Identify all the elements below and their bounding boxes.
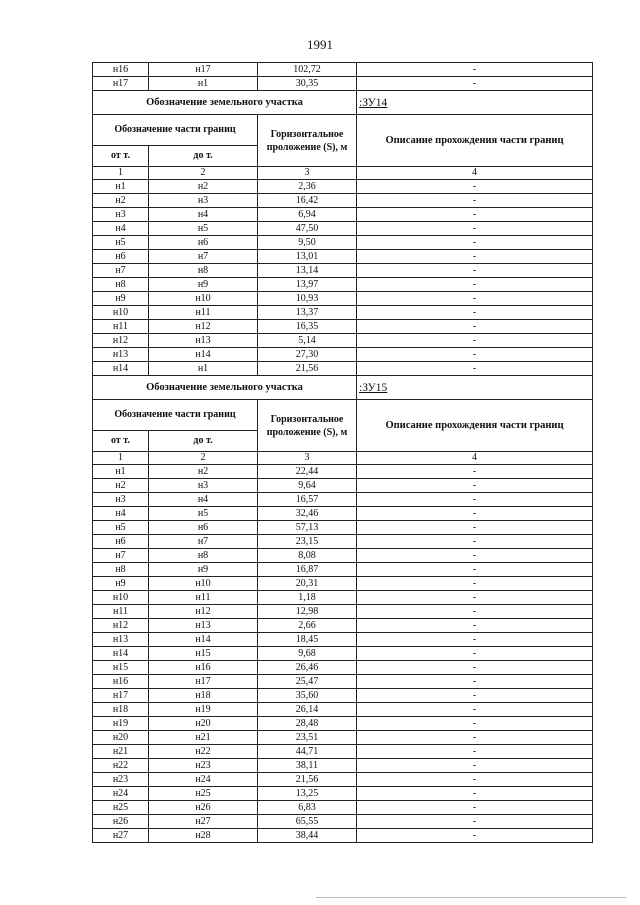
table-row (93, 773, 593, 787)
header-to-point: до т. (149, 146, 258, 167)
section-title-row (93, 376, 593, 400)
distance-cell: 65,55 (258, 815, 357, 829)
description-cell: - (357, 278, 593, 292)
point-from-cell: н12 (93, 619, 149, 633)
point-to-cell: н19 (149, 703, 258, 717)
point-from-cell: н24 (93, 787, 149, 801)
description-cell: - (357, 320, 593, 334)
point-to-cell: н4 (149, 208, 258, 222)
point-to-cell: н15 (149, 647, 258, 661)
column-index-row (93, 167, 593, 180)
point-to-cell: н26 (149, 801, 258, 815)
point-from-cell: н1 (93, 465, 149, 479)
distance-cell: 26,14 (258, 703, 357, 717)
point-to-cell: н12 (149, 605, 258, 619)
distance-cell: 35,60 (258, 689, 357, 703)
description-cell: - (357, 264, 593, 278)
table-row (93, 675, 593, 689)
point-to-cell: н1 (149, 77, 258, 91)
table-row (93, 320, 593, 334)
point-from-cell: н13 (93, 348, 149, 362)
point-to-cell: н27 (149, 815, 258, 829)
point-to-cell: н9 (149, 278, 258, 292)
point-to-cell: н3 (149, 194, 258, 208)
description-cell: - (357, 717, 593, 731)
point-from-cell: н4 (93, 507, 149, 521)
description-cell: - (357, 731, 593, 745)
column-index-cell: 2 (149, 167, 258, 180)
column-index-row (93, 452, 593, 465)
column-index-cell: 4 (357, 167, 593, 180)
table-row (93, 717, 593, 731)
point-to-cell: н17 (149, 675, 258, 689)
description-cell: - (357, 465, 593, 479)
point-to-cell: н14 (149, 633, 258, 647)
header-boundary-part: Обозначение части границ (93, 400, 258, 431)
section-title: Обозначение земельного участка (93, 376, 357, 400)
description-cell: - (357, 236, 593, 250)
header-boundary-part: Обозначение части границ (93, 115, 258, 146)
table-row (93, 264, 593, 278)
distance-cell: 20,31 (258, 577, 357, 591)
point-from-cell: н26 (93, 815, 149, 829)
description-cell: - (357, 801, 593, 815)
distance-cell: 23,51 (258, 731, 357, 745)
point-from-cell: н11 (93, 320, 149, 334)
table-row (93, 815, 593, 829)
distance-cell: 57,13 (258, 521, 357, 535)
table-row (93, 647, 593, 661)
point-from-cell: н12 (93, 334, 149, 348)
distance-cell: 102,72 (258, 63, 357, 77)
description-cell: - (357, 63, 593, 77)
point-to-cell: н20 (149, 717, 258, 731)
table-row (93, 689, 593, 703)
table-row (93, 493, 593, 507)
boundary-table-body (93, 63, 593, 843)
description-cell: - (357, 507, 593, 521)
point-from-cell: н4 (93, 222, 149, 236)
point-from-cell: н10 (93, 591, 149, 605)
table-row (93, 334, 593, 348)
point-from-cell: н20 (93, 731, 149, 745)
distance-cell: 9,68 (258, 647, 357, 661)
point-to-cell: н10 (149, 292, 258, 306)
distance-cell: 6,94 (258, 208, 357, 222)
point-from-cell: н11 (93, 605, 149, 619)
table-row (93, 563, 593, 577)
description-cell: - (357, 745, 593, 759)
table-row (93, 759, 593, 773)
description-cell: - (357, 829, 593, 843)
point-to-cell: н2 (149, 465, 258, 479)
point-from-cell: н17 (93, 689, 149, 703)
point-from-cell: н17 (93, 77, 149, 91)
point-to-cell: н13 (149, 619, 258, 633)
table-row (93, 787, 593, 801)
distance-cell: 44,71 (258, 745, 357, 759)
point-to-cell: н13 (149, 334, 258, 348)
table-row (93, 829, 593, 843)
distance-cell: 16,57 (258, 493, 357, 507)
section-title-row (93, 91, 593, 115)
distance-cell: 25,47 (258, 675, 357, 689)
header-description: Описание прохождения части границ (357, 400, 593, 452)
distance-cell: 6,83 (258, 801, 357, 815)
distance-cell: 16,87 (258, 563, 357, 577)
point-to-cell: н8 (149, 549, 258, 563)
point-to-cell: н25 (149, 787, 258, 801)
description-cell: - (357, 703, 593, 717)
table-row (93, 549, 593, 563)
description-cell: - (357, 815, 593, 829)
column-index-cell: 3 (258, 452, 357, 465)
point-to-cell: н21 (149, 731, 258, 745)
point-from-cell: н9 (93, 292, 149, 306)
column-index-cell: 1 (93, 167, 149, 180)
distance-cell: 8,08 (258, 549, 357, 563)
distance-cell: 9,64 (258, 479, 357, 493)
point-to-cell: н16 (149, 661, 258, 675)
distance-cell: 9,50 (258, 236, 357, 250)
table-row (93, 465, 593, 479)
point-from-cell: н14 (93, 362, 149, 376)
description-cell: - (357, 549, 593, 563)
distance-cell: 27,30 (258, 348, 357, 362)
section-header-row (93, 400, 593, 431)
point-from-cell: н2 (93, 479, 149, 493)
header-to-point: до т. (149, 431, 258, 452)
point-to-cell: н18 (149, 689, 258, 703)
point-to-cell: н5 (149, 222, 258, 236)
table-row (93, 306, 593, 320)
description-cell: - (357, 759, 593, 773)
distance-cell: 13,37 (258, 306, 357, 320)
point-from-cell: н6 (93, 535, 149, 549)
header-horizontal-distance: Горизонтальное проложение (S), м (258, 400, 357, 452)
header-from-point: от т. (93, 146, 149, 167)
table-row (93, 521, 593, 535)
description-cell: - (357, 787, 593, 801)
point-to-cell: н10 (149, 577, 258, 591)
point-from-cell: н13 (93, 633, 149, 647)
description-cell: - (357, 605, 593, 619)
point-to-cell: н14 (149, 348, 258, 362)
description-cell: - (357, 577, 593, 591)
point-to-cell: н9 (149, 563, 258, 577)
table-row (93, 180, 593, 194)
distance-cell: 2,36 (258, 180, 357, 194)
point-from-cell: н16 (93, 675, 149, 689)
point-from-cell: н9 (93, 577, 149, 591)
table-row (93, 703, 593, 717)
point-from-cell: н21 (93, 745, 149, 759)
distance-cell: 16,42 (258, 194, 357, 208)
point-from-cell: н16 (93, 63, 149, 77)
description-cell: - (357, 250, 593, 264)
table-row (93, 535, 593, 549)
table-row (93, 507, 593, 521)
description-cell: - (357, 619, 593, 633)
description-cell: - (357, 773, 593, 787)
description-cell: - (357, 521, 593, 535)
description-cell: - (357, 535, 593, 549)
description-cell: - (357, 334, 593, 348)
section-header-row (93, 115, 593, 146)
table-row (93, 348, 593, 362)
parcel-code: :ЗУ14 (357, 91, 593, 115)
point-from-cell: н8 (93, 278, 149, 292)
point-to-cell: н7 (149, 535, 258, 549)
point-to-cell: н5 (149, 507, 258, 521)
point-to-cell: н2 (149, 180, 258, 194)
distance-cell: 13,01 (258, 250, 357, 264)
header-horizontal-distance: Горизонтальное проложение (S), м (258, 115, 357, 167)
point-from-cell: н10 (93, 306, 149, 320)
point-from-cell: н7 (93, 549, 149, 563)
distance-cell: 26,46 (258, 661, 357, 675)
point-to-cell: н4 (149, 493, 258, 507)
table-row (93, 801, 593, 815)
description-cell: - (357, 563, 593, 577)
point-from-cell: н2 (93, 194, 149, 208)
description-cell: - (357, 292, 593, 306)
table-row (93, 208, 593, 222)
point-from-cell: н27 (93, 829, 149, 843)
distance-cell: 47,50 (258, 222, 357, 236)
point-to-cell: н7 (149, 250, 258, 264)
description-cell: - (357, 77, 593, 91)
point-from-cell: н25 (93, 801, 149, 815)
table-row (93, 77, 593, 91)
point-to-cell: н6 (149, 236, 258, 250)
distance-cell: 22,44 (258, 465, 357, 479)
distance-cell: 21,56 (258, 362, 357, 376)
distance-cell: 38,11 (258, 759, 357, 773)
distance-cell: 2,66 (258, 619, 357, 633)
description-cell: - (357, 479, 593, 493)
table-row (93, 63, 593, 77)
point-to-cell: н23 (149, 759, 258, 773)
point-to-cell: н11 (149, 591, 258, 605)
point-from-cell: н15 (93, 661, 149, 675)
point-to-cell: н1 (149, 362, 258, 376)
description-cell: - (357, 493, 593, 507)
column-index-cell: 1 (93, 452, 149, 465)
point-to-cell: н8 (149, 264, 258, 278)
description-cell: - (357, 675, 593, 689)
description-cell: - (357, 306, 593, 320)
header-description: Описание прохождения части границ (357, 115, 593, 167)
boundary-table (92, 62, 593, 843)
distance-cell: 5,14 (258, 334, 357, 348)
description-cell: - (357, 362, 593, 376)
column-index-cell: 4 (357, 452, 593, 465)
description-cell: - (357, 222, 593, 236)
point-from-cell: н3 (93, 493, 149, 507)
table-row (93, 194, 593, 208)
point-from-cell: н14 (93, 647, 149, 661)
point-to-cell: н22 (149, 745, 258, 759)
point-from-cell: н5 (93, 521, 149, 535)
table-row (93, 577, 593, 591)
point-from-cell: н6 (93, 250, 149, 264)
description-cell: - (357, 647, 593, 661)
distance-cell: 16,35 (258, 320, 357, 334)
table-row (93, 633, 593, 647)
description-cell: - (357, 633, 593, 647)
description-cell: - (357, 591, 593, 605)
description-cell: - (357, 208, 593, 222)
distance-cell: 13,25 (258, 787, 357, 801)
point-from-cell: н8 (93, 563, 149, 577)
distance-cell: 32,46 (258, 507, 357, 521)
distance-cell: 1,18 (258, 591, 357, 605)
table-row (93, 479, 593, 493)
table-row (93, 250, 593, 264)
table-row (93, 591, 593, 605)
scan-edge-line (316, 897, 626, 898)
point-from-cell: н5 (93, 236, 149, 250)
distance-cell: 13,14 (258, 264, 357, 278)
point-from-cell: н3 (93, 208, 149, 222)
table-row (93, 292, 593, 306)
column-index-cell: 3 (258, 167, 357, 180)
table-row (93, 731, 593, 745)
distance-cell: 38,44 (258, 829, 357, 843)
table-row (93, 236, 593, 250)
table-row (93, 661, 593, 675)
point-to-cell: н6 (149, 521, 258, 535)
point-from-cell: н19 (93, 717, 149, 731)
table-row (93, 278, 593, 292)
distance-cell: 10,93 (258, 292, 357, 306)
point-to-cell: н24 (149, 773, 258, 787)
description-cell: - (357, 689, 593, 703)
description-cell: - (357, 180, 593, 194)
point-from-cell: н22 (93, 759, 149, 773)
table-row (93, 619, 593, 633)
distance-cell: 12,98 (258, 605, 357, 619)
distance-cell: 23,15 (258, 535, 357, 549)
point-to-cell: н17 (149, 63, 258, 77)
point-to-cell: н28 (149, 829, 258, 843)
point-from-cell: н1 (93, 180, 149, 194)
section-title: Обозначение земельного участка (93, 91, 357, 115)
point-from-cell: н18 (93, 703, 149, 717)
distance-cell: 18,45 (258, 633, 357, 647)
table-row (93, 362, 593, 376)
point-from-cell: н23 (93, 773, 149, 787)
table-row (93, 745, 593, 759)
page-number: 1991 (307, 37, 333, 52)
table-row (93, 605, 593, 619)
parcel-code: :ЗУ15 (357, 376, 593, 400)
point-to-cell: н3 (149, 479, 258, 493)
point-to-cell: н12 (149, 320, 258, 334)
column-index-cell: 2 (149, 452, 258, 465)
distance-cell: 30,35 (258, 77, 357, 91)
distance-cell: 28,48 (258, 717, 357, 731)
distance-cell: 21,56 (258, 773, 357, 787)
point-to-cell: н11 (149, 306, 258, 320)
description-cell: - (357, 348, 593, 362)
header-from-point: от т. (93, 431, 149, 452)
point-from-cell: н7 (93, 264, 149, 278)
description-cell: - (357, 194, 593, 208)
distance-cell: 13,97 (258, 278, 357, 292)
description-cell: - (357, 661, 593, 675)
table-row (93, 222, 593, 236)
